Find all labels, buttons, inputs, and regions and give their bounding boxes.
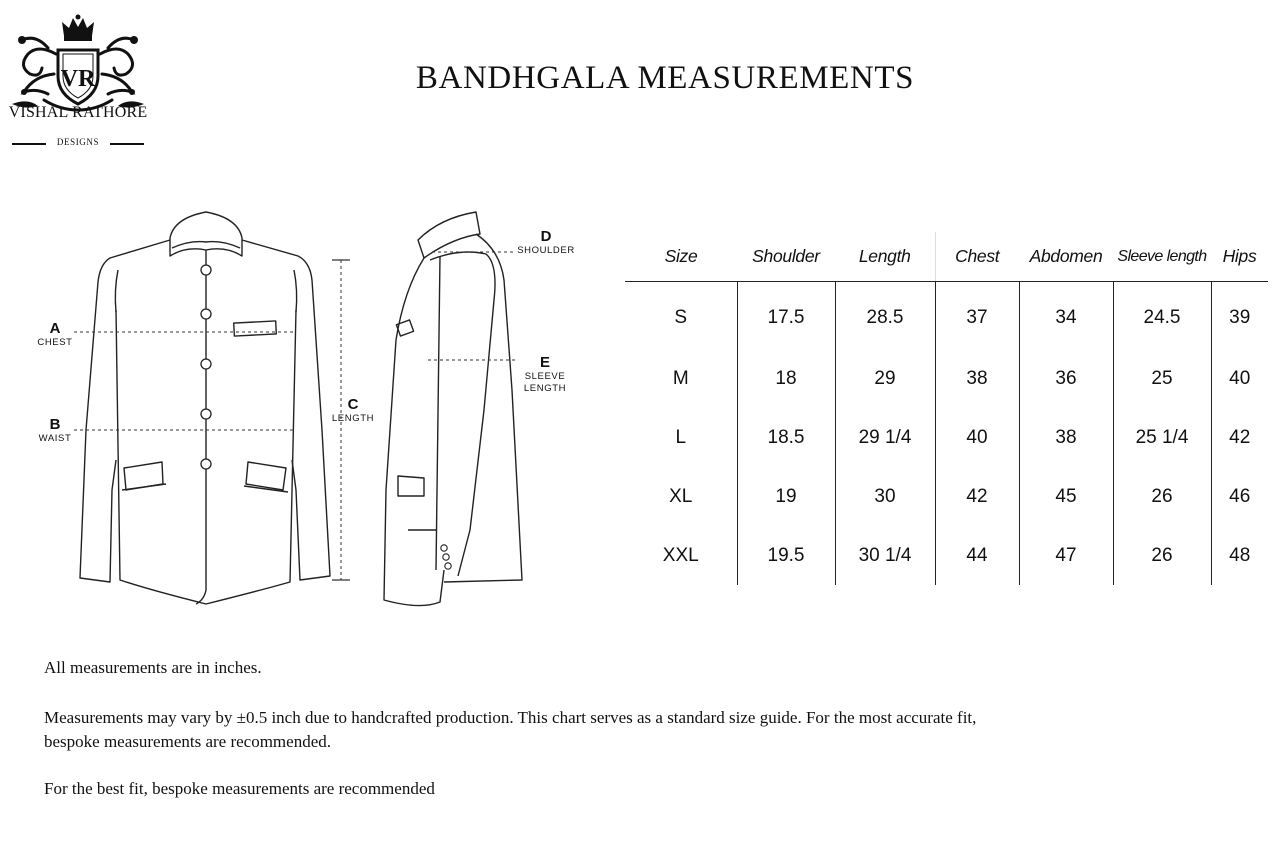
table-cell: 46 — [1211, 467, 1268, 526]
column-header: Chest — [935, 232, 1019, 282]
table-row — [625, 349, 1268, 408]
column-header: Shoulder — [737, 232, 835, 282]
note-fit: For the best fit, bespoke measurements are recommended — [44, 779, 435, 798]
table-cell: 29 1/4 — [835, 408, 935, 467]
label-word: LENGTH — [523, 383, 567, 394]
table-cell: 39 — [1211, 282, 1268, 350]
table-row — [625, 526, 1268, 585]
table-cell: 25 — [1113, 349, 1211, 408]
label-word: CHEST — [37, 337, 73, 348]
note-variance: Measurements may vary by ±0.5 inch due to handcrafted production. This chart serves as a standard size guide. For the most accurate fit, bespoke measurements are recommended. — [44, 708, 977, 751]
table-row — [625, 282, 1268, 350]
table-cell: 24.5 — [1113, 282, 1211, 350]
table-cell: 25 1/4 — [1113, 408, 1211, 467]
label-word: WAIST — [38, 433, 72, 444]
logo-monogram: VR — [60, 66, 96, 92]
table-cell: 42 — [935, 467, 1019, 526]
table-cell: 19.5 — [737, 526, 835, 585]
table-cell: 29 — [835, 349, 935, 408]
brand-name: VISHAL RATHORE — [8, 104, 148, 121]
label-shoulder — [512, 228, 580, 257]
table-cell: 40 — [1211, 349, 1268, 408]
table-row — [625, 467, 1268, 526]
table-cell: XL — [669, 485, 693, 507]
crown-crest-icon — [8, 14, 150, 118]
table-cell: 37 — [935, 282, 1019, 350]
label-word: LENGTH — [331, 413, 375, 424]
label-letter: B — [49, 416, 61, 433]
label-word: SLEEVE — [524, 371, 566, 382]
table-cell: 48 — [1211, 526, 1268, 585]
column-header: Sleeve length — [1113, 232, 1211, 282]
label-chest — [30, 320, 80, 349]
table-cell: 38 — [935, 349, 1019, 408]
label-letter: D — [540, 228, 552, 245]
column-header: Size — [625, 232, 737, 282]
column-header: Hips — [1211, 232, 1268, 282]
table-header-row — [625, 232, 1268, 282]
note-units: All measurements are in inches. — [44, 658, 262, 677]
label-letter: A — [49, 320, 61, 337]
table-cell: 18 — [737, 349, 835, 408]
label-sleeve-length — [516, 354, 574, 395]
brand-sub: DESIGNS — [56, 137, 100, 147]
size-chart-table — [625, 232, 1268, 585]
label-length — [326, 396, 380, 425]
cuff-buttons — [441, 545, 451, 569]
side-jacket-sketch — [384, 212, 522, 606]
label-word: SHOULDER — [517, 245, 575, 256]
table-cell: 30 1/4 — [835, 526, 935, 585]
table-cell: 44 — [935, 526, 1019, 585]
table-cell: 38 — [1019, 408, 1113, 467]
bandhgala-sketches — [0, 190, 600, 620]
table-cell: 40 — [935, 408, 1019, 467]
table-cell: 47 — [1019, 526, 1113, 585]
table-cell: 28.5 — [835, 282, 935, 350]
label-letter: E — [539, 354, 550, 371]
table-row — [625, 408, 1268, 467]
table-cell: 42 — [1211, 408, 1268, 467]
table-cell: 30 — [835, 467, 935, 526]
table-cell: 19 — [737, 467, 835, 526]
table-cell: S — [674, 306, 688, 328]
column-header: Abdomen — [1019, 232, 1113, 282]
label-waist — [30, 416, 80, 445]
table-cell: 34 — [1019, 282, 1113, 350]
table-cell: 45 — [1019, 467, 1113, 526]
column-header: Length — [835, 232, 935, 282]
label-letter: C — [347, 396, 359, 413]
brand-sub-line — [12, 137, 144, 151]
table-cell: 18.5 — [737, 408, 835, 467]
table-cell: XXL — [662, 544, 699, 566]
table-cell: 17.5 — [737, 282, 835, 350]
page-title: BANDHGALA MEASUREMENTS — [415, 60, 915, 96]
table-cell: 26 — [1113, 467, 1211, 526]
table-cell: 36 — [1019, 349, 1113, 408]
table-cell: 26 — [1113, 526, 1211, 585]
brand-logo — [8, 14, 150, 154]
table-cell: M — [672, 367, 689, 389]
table-cell: L — [675, 426, 687, 448]
